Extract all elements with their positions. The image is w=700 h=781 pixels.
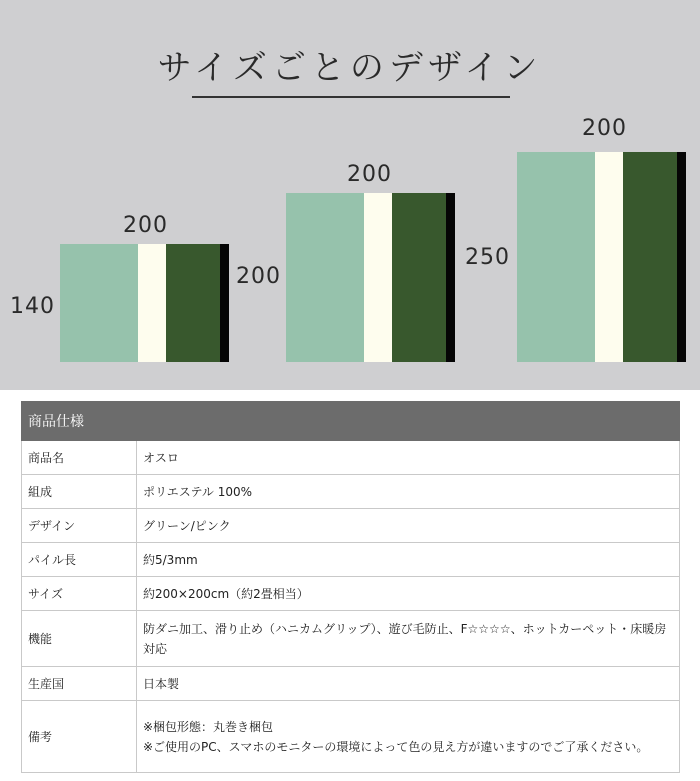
rug-2-green-band <box>392 193 446 362</box>
rug-1-cream-band <box>138 244 166 362</box>
rug-2-width-label: 200 <box>347 162 392 187</box>
spec-header-row <box>22 402 680 441</box>
rug-1-width-label: 200 <box>123 213 168 238</box>
rug-1-green-band <box>166 244 220 362</box>
rug-3-width-label: 200 <box>582 116 627 141</box>
rug-2-cream-band <box>364 193 392 362</box>
spec-key: 備考 <box>22 701 137 773</box>
table-row <box>22 509 680 543</box>
banner-title: サイズごとのデザイン <box>157 48 543 88</box>
rug-3-black-band <box>677 152 686 362</box>
spec-key: 商品名 <box>22 441 137 475</box>
title-underline <box>192 96 510 98</box>
table-row <box>22 475 680 509</box>
spec-value: 日本製 <box>137 667 680 701</box>
spec-key: 機能 <box>22 611 137 667</box>
spec-value: 約5/3mm <box>137 543 680 577</box>
rug-1-black-band <box>220 244 229 362</box>
spec-value: オスロ <box>137 441 680 475</box>
rug-1-swatch <box>60 244 229 362</box>
spec-value: ポリエステル 100% <box>137 475 680 509</box>
spec-value: 約200×200cm（約2畳相当） <box>137 577 680 611</box>
table-row <box>22 543 680 577</box>
size-design-banner <box>0 0 700 390</box>
spec-key: サイズ <box>22 577 137 611</box>
spec-note-line: ※梱包形態：丸巻き梱包 <box>143 719 274 734</box>
spec-key: パイル長 <box>22 543 137 577</box>
product-spec-table <box>21 401 680 773</box>
rug-2-swatch <box>286 193 455 362</box>
table-row <box>22 577 680 611</box>
spec-value: 防ダニ加工、滑り止め（ハニカムグリップ）、遊び毛防止、F☆☆☆☆、ホットカーペット・床暖房対応 <box>137 611 680 667</box>
rug-3-height-label: 250 <box>465 245 510 270</box>
table-row <box>22 701 680 773</box>
rug-2-black-band <box>446 193 455 362</box>
rug-1-mint-band <box>60 244 138 362</box>
spec-note-line: ※ご使用のPC、スマホのモニターの環境によって色の見え方が違いますのでご了承ください。 <box>143 739 649 754</box>
rug-3-mint-band <box>517 152 595 362</box>
rug-3-green-band <box>623 152 677 362</box>
spec-key: 組成 <box>22 475 137 509</box>
spec-value: グリーン/ピンク <box>137 509 680 543</box>
table-row <box>22 667 680 701</box>
rug-3-cream-band <box>595 152 623 362</box>
table-row <box>22 611 680 667</box>
spec-header: 商品仕様 <box>22 402 680 441</box>
rug-1-height-label: 140 <box>10 294 55 319</box>
spec-key: デザイン <box>22 509 137 543</box>
table-row <box>22 441 680 475</box>
spec-key: 生産国 <box>22 667 137 701</box>
rug-2-height-label: 200 <box>236 264 281 289</box>
rug-2-mint-band <box>286 193 364 362</box>
spec-value <box>137 701 680 773</box>
rug-3-swatch <box>517 152 686 362</box>
